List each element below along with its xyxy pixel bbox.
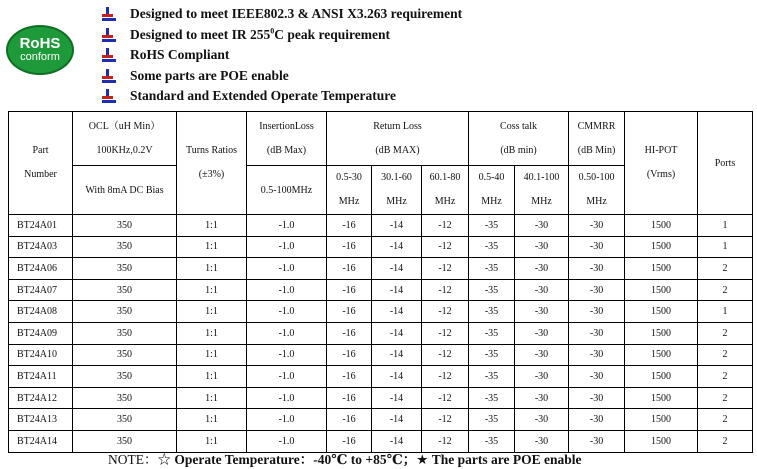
table-cell: 2 (698, 409, 753, 431)
rohs-badge-subtitle: conform (20, 51, 60, 63)
table-cell: -1.0 (247, 258, 327, 280)
table-cell: -14 (372, 366, 422, 388)
table-cell: 2 (698, 387, 753, 409)
header-ocl: OCL（uH Min） 100KHz,0.2V (73, 112, 177, 166)
header-return-30-60: 30.1-60 MHz (372, 166, 422, 215)
table-cell: -30 (515, 236, 569, 258)
header-part: Part Number (9, 112, 73, 215)
table-cell: 2 (698, 430, 753, 452)
table-cell: -30 (569, 366, 625, 388)
table-cell: -30 (515, 215, 569, 237)
table-row (9, 387, 753, 409)
table-row (9, 215, 753, 237)
table-cell: -14 (372, 322, 422, 344)
table-cell: -14 (372, 258, 422, 280)
table-cell: -1.0 (247, 366, 327, 388)
feature-item (100, 66, 462, 87)
table-body (9, 215, 753, 453)
table-cell: 1:1 (177, 344, 247, 366)
table-cell: 350 (73, 215, 177, 237)
table-cell: 350 (73, 236, 177, 258)
table-cell: 350 (73, 279, 177, 301)
table-cell: 1500 (625, 344, 698, 366)
table-cell: -1.0 (247, 215, 327, 237)
table-cell: 1:1 (177, 322, 247, 344)
table-cell: -16 (327, 387, 372, 409)
table-cell: -1.0 (247, 322, 327, 344)
table-cell: -1.0 (247, 236, 327, 258)
table-row (9, 344, 753, 366)
feature-text: Designed to meet IR $255^0C$ peak requirement (130, 26, 390, 42)
table-cell: -30 (569, 215, 625, 237)
table-cell: -35 (469, 236, 515, 258)
table-cell: 350 (73, 301, 177, 323)
table-cell: -1.0 (247, 409, 327, 431)
part-number-cell: BT24A14 (9, 430, 73, 452)
rohs-badge-title: RoHS (19, 35, 61, 52)
table-cell: -35 (469, 279, 515, 301)
pin-bullet-icon (100, 28, 118, 42)
header-cmmrr: CMMRR (dB Min) (569, 112, 625, 166)
table-cell: -16 (327, 430, 372, 452)
table-cell: 1500 (625, 366, 698, 388)
feature-list (100, 4, 462, 107)
table-cell: 350 (73, 344, 177, 366)
header-ports: Ports (698, 112, 753, 215)
pin-bullet-icon (100, 69, 118, 83)
pin-bullet-icon (100, 89, 118, 103)
feature-text: Some parts are POE enable (130, 67, 289, 83)
table-cell: 1:1 (177, 430, 247, 452)
table-cell: -30 (515, 279, 569, 301)
table-cell: -35 (469, 258, 515, 280)
table-cell: -12 (422, 236, 469, 258)
table-cell: 1500 (625, 236, 698, 258)
table-cell: 2 (698, 344, 753, 366)
table-cell: -30 (515, 430, 569, 452)
table-cell: -12 (422, 387, 469, 409)
note-prefix: NOTE：☆ (108, 452, 171, 467)
table-cell: -30 (569, 301, 625, 323)
part-number-cell: BT24A08 (9, 301, 73, 323)
table-cell: -16 (327, 215, 372, 237)
table-row (9, 366, 753, 388)
table-cell: -35 (469, 215, 515, 237)
table-cell: 1:1 (177, 387, 247, 409)
table-cell: 1500 (625, 322, 698, 344)
header-return-loss: Return Loss (dB MAX) (327, 112, 469, 166)
table-cell: 1:1 (177, 301, 247, 323)
header-return-60-80: 60.1-80 MHz (422, 166, 469, 215)
table-row (9, 409, 753, 431)
pin-bullet-icon (100, 7, 118, 21)
table-cell: 1 (698, 236, 753, 258)
table-cell: -1.0 (247, 387, 327, 409)
table-cell: -35 (469, 322, 515, 344)
feature-text: RoHS Compliant (130, 47, 230, 62)
feature-text: Standard and Extended Operate Temperature (130, 88, 397, 103)
pin-bullet-icon (100, 48, 118, 62)
table-header-row (9, 112, 753, 166)
table-cell: 1500 (625, 258, 698, 280)
note-poe: The parts are POE enable (431, 452, 582, 467)
table-cell: -35 (469, 301, 515, 323)
part-number-cell: BT24A03 (9, 236, 73, 258)
header-insertion-range: 0.5-100MHz (247, 166, 327, 215)
feature-item (100, 86, 462, 107)
table-cell: 1 (698, 215, 753, 237)
table-cell: -1.0 (247, 301, 327, 323)
part-number-cell: BT24A09 (9, 322, 73, 344)
table-cell: -16 (327, 322, 372, 344)
table-row (9, 258, 753, 280)
header-turns-ratio: Turns Ratios (±3%) (177, 112, 247, 215)
table-cell: -14 (372, 409, 422, 431)
table-cell: 1500 (625, 279, 698, 301)
table-cell: -35 (469, 344, 515, 366)
table-cell: 1:1 (177, 258, 247, 280)
table-cell: -30 (569, 430, 625, 452)
table-cell: -30 (569, 279, 625, 301)
table-cell: -1.0 (247, 430, 327, 452)
part-number-cell: BT24A01 (9, 215, 73, 237)
table-cell: -16 (327, 301, 372, 323)
rohs-badge (6, 25, 74, 75)
table-cell: 2 (698, 279, 753, 301)
table-cell: -30 (569, 236, 625, 258)
table-cell: -30 (515, 409, 569, 431)
header-insertion-loss: InsertionLoss (dB Max) (247, 112, 327, 166)
table-cell: 350 (73, 430, 177, 452)
table-cell: 1 (698, 301, 753, 323)
table-cell: -12 (422, 279, 469, 301)
table-cell: 1500 (625, 387, 698, 409)
table-cell: -30 (569, 322, 625, 344)
table-row (9, 279, 753, 301)
table-cell: 1:1 (177, 279, 247, 301)
table-cell: -14 (372, 301, 422, 323)
table-cell: -14 (372, 344, 422, 366)
feature-item (100, 45, 462, 66)
part-number-cell: BT24A10 (9, 344, 73, 366)
table-cell: -30 (569, 344, 625, 366)
table-cell: 1500 (625, 430, 698, 452)
table-cell: -12 (422, 301, 469, 323)
table-cell: -12 (422, 344, 469, 366)
header-ocl-bias: With 8mA DC Bias (73, 166, 177, 215)
table-cell: -30 (515, 387, 569, 409)
table-cell: 350 (73, 366, 177, 388)
table-cell: 350 (73, 387, 177, 409)
header-cmmrr-range: 0.50-100 MHz (569, 166, 625, 215)
table-cell: -16 (327, 409, 372, 431)
header-crosstalk-40-100: 40.1-100 MHz (515, 166, 569, 215)
table-cell: -30 (515, 258, 569, 280)
table-cell: 2 (698, 366, 753, 388)
table-cell: -16 (327, 236, 372, 258)
star-icon: ★ (416, 452, 429, 467)
table-cell: -14 (372, 430, 422, 452)
table-cell: -12 (422, 215, 469, 237)
table-row (9, 301, 753, 323)
table-cell: -12 (422, 366, 469, 388)
table-cell: -30 (569, 409, 625, 431)
feature-text: Designed to meet IEEE802.3 & ANSI X3.263 requirement (130, 6, 463, 21)
table-cell: -16 (327, 344, 372, 366)
feature-item (100, 25, 462, 46)
table-cell: -14 (372, 387, 422, 409)
table-cell: -1.0 (247, 344, 327, 366)
header-cross-talk: Coss talk (dB min) (469, 112, 569, 166)
part-number-cell: BT24A11 (9, 366, 73, 388)
table-row (9, 236, 753, 258)
table-cell: 2 (698, 322, 753, 344)
table-cell: -35 (469, 366, 515, 388)
table-cell: -30 (569, 258, 625, 280)
table-cell: -14 (372, 279, 422, 301)
table-cell: 1:1 (177, 236, 247, 258)
note-temperature: Operate Temperature：-40℃ to +85℃； (174, 452, 417, 467)
table-cell: 1:1 (177, 215, 247, 237)
table-cell: -14 (372, 236, 422, 258)
table-cell: -30 (569, 387, 625, 409)
table-cell: -16 (327, 279, 372, 301)
table-cell: -16 (327, 366, 372, 388)
part-number-cell: BT24A07 (9, 279, 73, 301)
feature-item (100, 4, 462, 25)
table-cell: -35 (469, 430, 515, 452)
table-cell: 2 (698, 258, 753, 280)
table-cell: 1:1 (177, 409, 247, 431)
footnote (108, 448, 582, 468)
header-return-0-5-30: 0.5-30 MHz (327, 166, 372, 215)
spec-table (8, 111, 753, 453)
table-cell: 1500 (625, 301, 698, 323)
table-cell: -1.0 (247, 279, 327, 301)
table-cell: 1:1 (177, 366, 247, 388)
table-cell: -12 (422, 322, 469, 344)
table-cell: -35 (469, 387, 515, 409)
table-cell: -30 (515, 301, 569, 323)
table-cell: -12 (422, 258, 469, 280)
header-hipot: HI-POT (Vrms) (625, 112, 698, 215)
table-cell: -30 (515, 344, 569, 366)
table-cell: 350 (73, 409, 177, 431)
part-number-cell: BT24A13 (9, 409, 73, 431)
table-cell: -12 (422, 409, 469, 431)
part-number-cell: BT24A12 (9, 387, 73, 409)
table-row (9, 322, 753, 344)
table-cell: -14 (372, 215, 422, 237)
header-crosstalk-0-5-40: 0.5-40 MHz (469, 166, 515, 215)
table-cell: 350 (73, 258, 177, 280)
table-cell: 1500 (625, 215, 698, 237)
table-cell: -30 (515, 366, 569, 388)
table-cell: 350 (73, 322, 177, 344)
table-cell: 1500 (625, 409, 698, 431)
table-cell: -35 (469, 409, 515, 431)
part-number-cell: BT24A06 (9, 258, 73, 280)
table-cell: -30 (515, 322, 569, 344)
table-cell: -12 (422, 430, 469, 452)
table-cell: -16 (327, 258, 372, 280)
